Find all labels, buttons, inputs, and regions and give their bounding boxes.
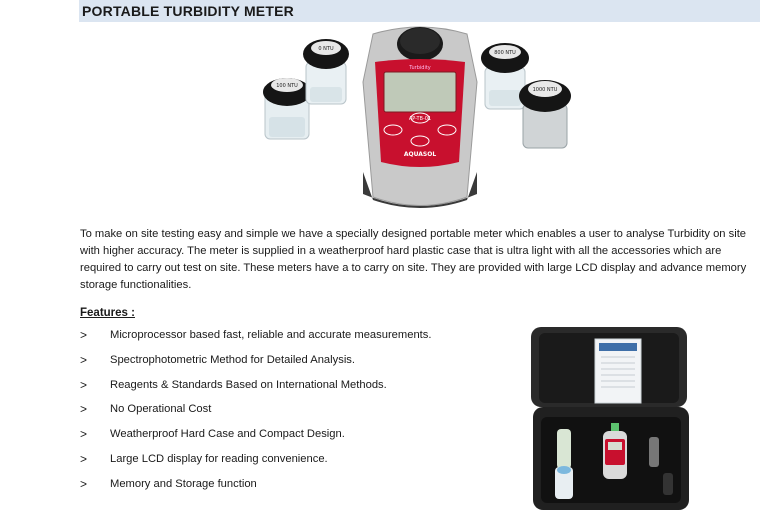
turbidity-meter-photo bbox=[255, 22, 585, 217]
bullet-arrow: > bbox=[80, 377, 88, 392]
bullet-arrow: > bbox=[80, 476, 88, 491]
vial-label: 100 NTU bbox=[276, 83, 298, 89]
bullet-arrow: > bbox=[80, 451, 88, 466]
model-label: AP-TB-01 bbox=[408, 116, 432, 122]
bullet-arrow: > bbox=[80, 328, 88, 342]
vial-100-ntu bbox=[263, 78, 311, 139]
vial-label: 0 NTU bbox=[318, 46, 334, 52]
vial-label: 800 NTU bbox=[494, 50, 516, 56]
brand-label: AQUASOL bbox=[403, 151, 437, 158]
meter-body bbox=[363, 27, 477, 208]
features-heading: Features : bbox=[80, 307, 135, 319]
feature-text: Weatherproof Hard Case and Compact Design. bbox=[110, 428, 345, 441]
bullet-arrow: > bbox=[80, 402, 88, 417]
page-title: PORTABLE TURBIDITY METER bbox=[82, 3, 294, 19]
carry-case-photo bbox=[527, 325, 697, 512]
feature-text: Large LCD display for reading convenience. bbox=[110, 452, 328, 465]
list-item bbox=[80, 377, 431, 402]
list-item bbox=[80, 327, 431, 352]
list-item bbox=[80, 476, 431, 501]
features-list bbox=[80, 327, 431, 501]
feature-text: Microprocessor based fast, reliable and accurate measurements. bbox=[110, 329, 432, 341]
vial-1000-ntu bbox=[519, 80, 571, 148]
bullet-arrow: > bbox=[80, 352, 88, 367]
list-item bbox=[80, 426, 431, 451]
vial-label: 1000 NTU bbox=[532, 87, 558, 93]
lcd-title: Turbidity bbox=[409, 65, 431, 71]
list-item bbox=[80, 451, 431, 476]
vial-0-ntu bbox=[303, 39, 349, 104]
list-item bbox=[80, 401, 431, 426]
bullet-arrow: > bbox=[80, 427, 88, 442]
feature-text: No Operational Cost bbox=[110, 403, 212, 416]
feature-text: Spectrophotometric Method for Detailed Analysis. bbox=[110, 353, 356, 366]
feature-text: Reagents & Standards Based on International Methods. bbox=[110, 378, 387, 391]
list-item bbox=[80, 352, 431, 377]
product-description: To make on site testing easy and simple we have a specially designed portable meter which enables a user to analyse Turbidity on site with higher accuracy. The meter is supplied in a weatherproof hard plastic case that is ultra light with all the accessories which are required to carry out test on site. These meters have a to carry on site. They are provided with large LCD display and advance memory storage functionalities. bbox=[80, 228, 747, 291]
feature-text: Memory and Storage function bbox=[110, 477, 257, 490]
